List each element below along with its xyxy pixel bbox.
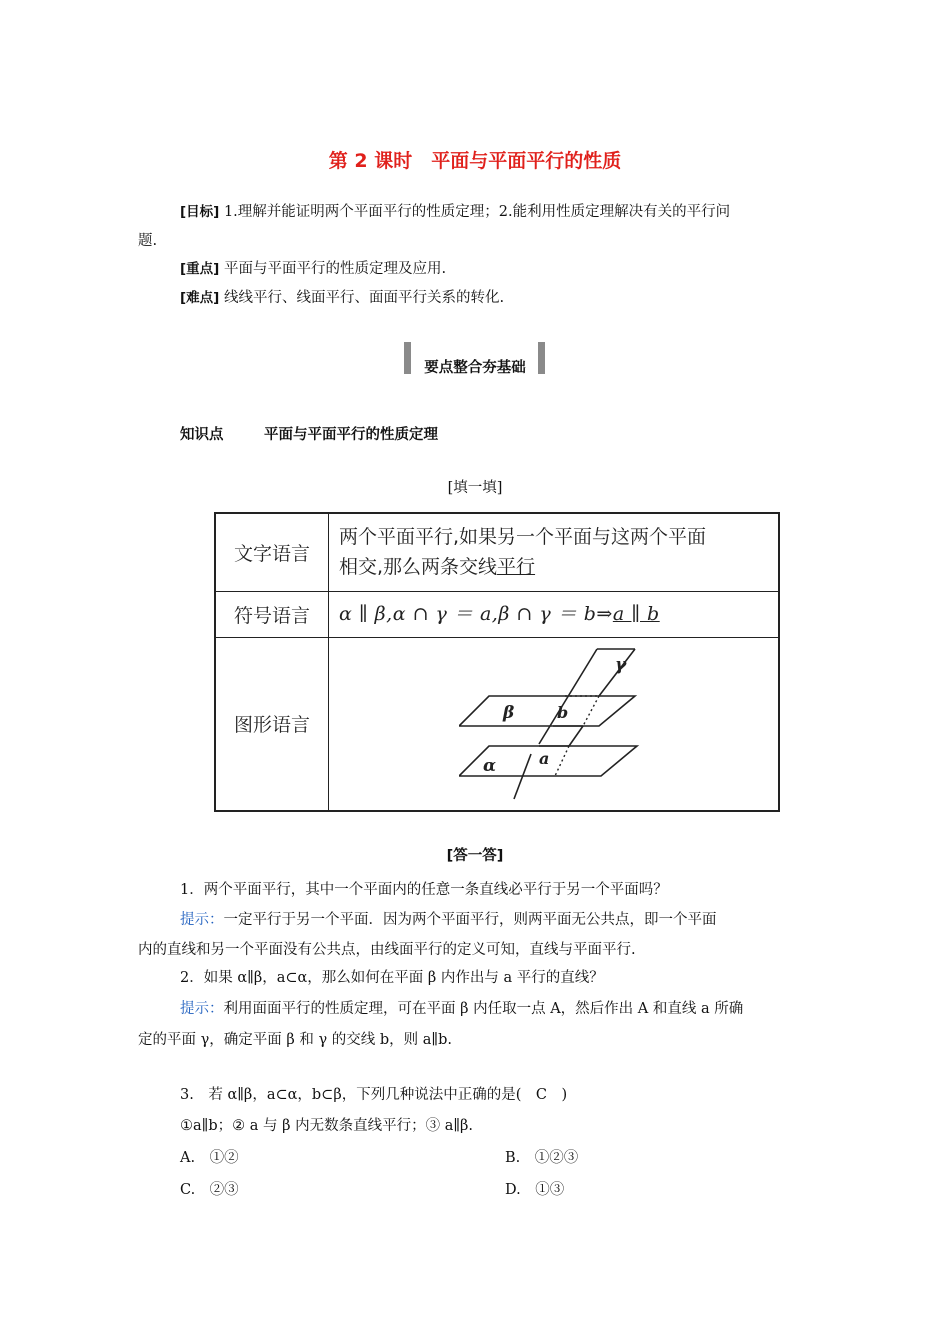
row1-body (329, 513, 780, 591)
q3-statements: ①a∥b；② a 与 β 内无数条直线平行；③ a∥β. (180, 1118, 474, 1134)
knowledge-title: 平面与平面平行的性质定理 (264, 427, 438, 443)
row-symbol-language (215, 591, 779, 637)
q2-hint-b: 定的平面 γ，确定平面 β 和 γ 的交线 b，则 a∥b. (138, 1032, 452, 1048)
label-beta: β (502, 702, 514, 723)
goal-hard (180, 288, 504, 308)
q2-question: 2．如果 α∥β，a⊂α，那么如何在平面 β 内作出与 a 平行的直线？ (180, 970, 604, 986)
q1-hint-a: 一定平行于另一个平面．因为两个平面平行，则两平面无公共点，即一个平面 (223, 912, 717, 928)
answer-label: [答一答] (446, 848, 504, 864)
row2-text: α ∥ β,α ∩ γ ＝ a,β ∩ γ ＝ b⇒ (339, 603, 613, 625)
knowledge-label: 知识点 (180, 427, 224, 443)
label-a: a (538, 748, 549, 768)
q2-hint-line (180, 999, 743, 1019)
q3-option-d: D. ①③ (505, 1182, 565, 1198)
lesson-title: 第 2 课时 平面与平面平行的性质 (328, 150, 622, 172)
goal-hard-tag: [难点] (180, 290, 220, 306)
label-alpha: α (482, 755, 496, 776)
row1-blank: 平行 (497, 556, 536, 579)
row3-head: 图形语言 (215, 637, 329, 811)
theorem-table (214, 512, 780, 812)
hidden-line-gamma-mid (583, 696, 599, 726)
row1-text-b: 相交,那么两条交线 (339, 556, 498, 579)
section-title: 要点整合夯基础 (424, 360, 526, 376)
row2-head: 符号语言 (215, 591, 329, 637)
plane-gamma-right-mid (569, 726, 583, 746)
plane-beta (459, 696, 635, 726)
row2-blank: a ∥ b (612, 603, 660, 625)
row1-line-b (339, 552, 768, 582)
q3-question: 3. 若 α∥β，a⊂α，b⊂β，下列几种说法中正确的是( C ) (180, 1087, 568, 1103)
q1-hint-tag: 提示： (180, 912, 224, 928)
q2-hint-a: 利用面面平行的性质定理，可在平面 β 内任取一点 A，然后作出 A 和直线 a 所确 (223, 1001, 744, 1017)
hidden-line-a (555, 746, 569, 776)
label-gamma: γ (614, 654, 626, 675)
goal-key (180, 259, 446, 279)
goal-key-tag: [重点] (180, 261, 220, 277)
row-figure-language (215, 637, 779, 811)
row1-head: 文字语言 (215, 513, 329, 591)
row-text-language (215, 513, 779, 591)
label-b: b (556, 702, 568, 722)
row1-text-a: 两个平面平行,如果另一个平面与这两个平面 (339, 526, 707, 549)
q1-hint-b: 内的直线和另一个平面没有公共点，由线面平行的定义可知，直线与平面平行. (138, 942, 636, 958)
q3-option-c: C. ②③ (180, 1182, 239, 1198)
row3-figure-cell (329, 637, 780, 811)
goal-target-tag: [目标] (180, 204, 220, 220)
goal-key-text: 平面与平面平行的性质定理及应用. (219, 261, 447, 277)
goal-target (180, 202, 820, 222)
q1-question: 1．两个平面平行，其中一个平面内的任意一条直线必平行于另一个平面吗？ (180, 882, 668, 898)
q3-option-a: A. ①② (180, 1150, 239, 1166)
goal-hard-text: 线线平行、线面平行、面面平行关系的转化. (219, 290, 505, 306)
goal-target-cont: 题. (138, 233, 158, 249)
goal-target-text: 1.理解并能证明两个平面平行的性质定理；2.能利用性质定理解决有关的平行问 (219, 204, 731, 220)
q3-option-b: B. ①②③ (505, 1150, 579, 1166)
fill-label: [填一填] (447, 480, 503, 496)
row2-body (329, 591, 780, 637)
q2-hint-tag: 提示： (180, 1001, 224, 1017)
planes-figure (459, 644, 649, 804)
q1-hint-line (180, 910, 717, 930)
